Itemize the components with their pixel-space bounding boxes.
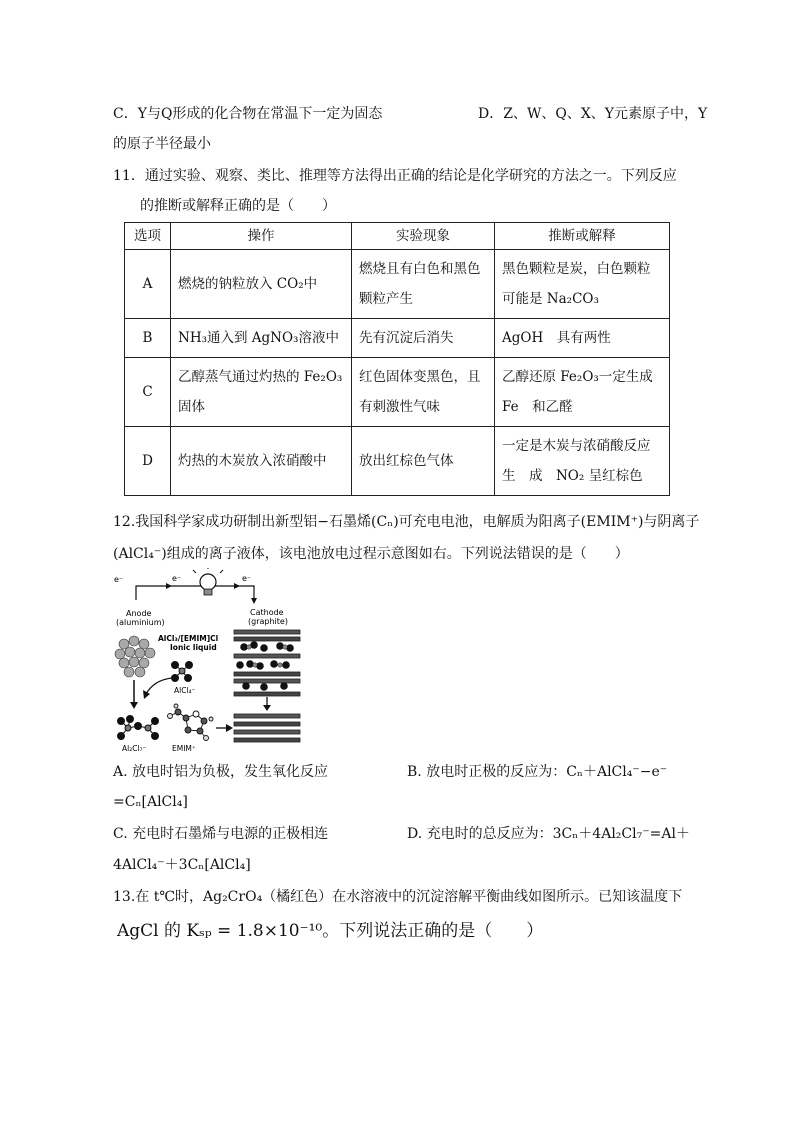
- table-cell-operation: 燃烧的钠粒放入 CO₂中: [171, 250, 352, 319]
- emim-label: EMIM⁺: [172, 744, 196, 753]
- circuit-wire-left: [136, 586, 202, 600]
- lightbulb-icon: [193, 568, 223, 595]
- table-header: 操作: [171, 223, 352, 250]
- arrow-left-icon: [166, 583, 172, 589]
- arrow-down-icon: [263, 705, 271, 711]
- table-cell-operation: 乙醇蒸气通过灼热的 Fe₂O₃ 固体: [171, 358, 352, 427]
- electron-label: e⁻: [172, 574, 182, 583]
- q12-option-b-cont: =Cₙ[AlCl₄]: [113, 794, 188, 810]
- q12-option-d: D. 充电时的总反应为：3Cₙ＋4Al₂Cl₇⁻=Al＋: [407, 826, 690, 842]
- table-cell-explanation: AgOH 具有两性: [495, 319, 670, 358]
- q13-stem-line1: 13.在 t℃时，Ag₂CrO₄（橘红色）在水溶液中的沉淀溶解平衡曲线如图所示。已知该温度下: [113, 889, 683, 905]
- electrolyte-label: AlCl₃/[EMIM]Cl: [158, 634, 219, 643]
- electrolyte-sublabel: Ionic liquid: [170, 643, 217, 652]
- arrow-down-icon: [251, 598, 257, 604]
- table-cell-option: B: [125, 319, 171, 358]
- table-row: [125, 319, 670, 358]
- anode-label: Anode: [126, 609, 152, 618]
- battery-diagram: [114, 568, 314, 758]
- arrow-icon: [143, 690, 150, 699]
- q11-stem-line1: 11．通过实验、观察、类比、推理等方法得出正确的结论是化学研究的方法之一。下列反应: [113, 168, 677, 184]
- table-cell-operation: NH₃通入到 AgNO₃溶液中: [171, 319, 352, 358]
- table-cell-option: D: [125, 427, 171, 496]
- emim-cation: [168, 704, 214, 741]
- table-cell-option: A: [125, 250, 171, 319]
- q11-stem-line2: 的推断或解释正确的是（ ）: [140, 198, 336, 214]
- q12-stem-line1: 12.我国科学家成功研制出新型铝−石墨烯(Cₙ)可充电电池，电解质为阳离子(EMIM⁺)与阴离子: [113, 514, 700, 530]
- anode-sublabel: (aluminium): [116, 618, 165, 627]
- table-header: 推断或解释: [495, 223, 670, 250]
- arrow-right-icon: [234, 583, 240, 589]
- reaction-arrow: [146, 678, 172, 694]
- al2cl7-label: Al₂Cl₇⁻: [122, 744, 147, 753]
- aluminium-anode: [115, 636, 155, 677]
- table-cell-observation: 红色固体变黑色，且有刺激性气味: [352, 358, 495, 427]
- q10-option-d-cont: 的原子半径最小: [113, 136, 211, 152]
- cathode-sublabel: (graphite): [248, 617, 288, 626]
- electron-label: e⁻: [114, 575, 124, 584]
- table-row: [125, 358, 670, 427]
- table-header: 实验现象: [352, 223, 495, 250]
- table-cell-operation: 灼热的木炭放入浓硝酸中: [171, 427, 352, 496]
- q10-option-c: C．Y与Q形成的化合物在常温下一定为固态: [113, 106, 383, 122]
- q12-option-b: B. 放电时正极的反应为：Cₙ＋AlCl₄⁻−e⁻: [407, 764, 668, 780]
- q13-stem-line2: AgCl 的 Kₛₚ = 1.8×10⁻¹⁰。下列说法正确的是（ ）: [117, 921, 544, 941]
- q10-option-d: D．Z、W、Q、X、Y元素原子中，Y: [478, 106, 708, 122]
- q12-option-d-cont: 4AlCl₄⁻＋3Cₙ[AlCl₄]: [113, 857, 251, 873]
- table-cell-option: C: [125, 358, 171, 427]
- q12-option-c: C. 充电时石墨烯与电源的正极相连: [113, 826, 329, 842]
- electron-label: e⁻: [242, 574, 252, 583]
- table-header: 选项: [125, 223, 171, 250]
- table-header-row: [125, 223, 670, 250]
- alcl4-molecule: [172, 662, 193, 682]
- alcl4-label: AlCl₄⁻: [174, 686, 196, 695]
- q12-option-a: A. 放电时铝为负极，发生氧化反应: [113, 764, 329, 780]
- arrow-right-icon: [226, 724, 233, 732]
- arrow-down-icon: [130, 702, 138, 709]
- q12-stem-line2: (AlCl₄⁻)组成的离子液体，该电池放电过程示意图如右。下列说法错误的是（ ）: [113, 546, 629, 562]
- table-cell-explanation: 一定是木炭与浓硝酸反应生 成 NO₂ 呈红棕色: [495, 427, 670, 496]
- table-cell-explanation: 黑色颗粒是炭，白色颗粒可能是 Na₂CO₃: [495, 250, 670, 319]
- table-row: [125, 250, 670, 319]
- table-cell-observation: 先有沉淀后消失: [352, 319, 495, 358]
- table-cell-explanation: 乙醇还原 Fe₂O₃一定生成 Fe 和乙醛: [495, 358, 670, 427]
- table-cell-observation: 燃烧且有白色和黑色颗粒产生: [352, 250, 495, 319]
- q11-table: [124, 222, 670, 496]
- cathode-label: Cathode: [250, 608, 284, 617]
- table-cell-observation: 放出红棕色气体: [352, 427, 495, 496]
- table-row: [125, 427, 670, 496]
- al2cl7-molecule: [118, 716, 159, 740]
